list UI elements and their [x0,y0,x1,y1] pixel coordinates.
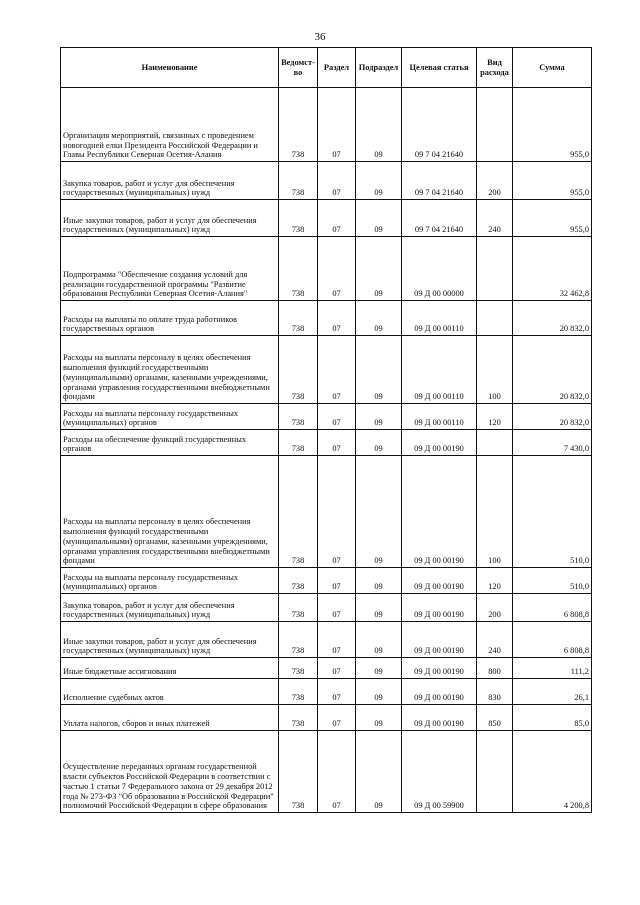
cell-section: 07 [318,404,356,430]
cell-name: Исполнение судебных актов [61,679,279,705]
cell-section: 07 [318,568,356,594]
cell-target: 09 Д 00 59900 [402,731,477,813]
cell-section: 07 [318,88,356,162]
cell-target: 09 Д 00 00110 [402,301,477,336]
table-row [61,430,592,456]
cell-section: 07 [318,658,356,679]
cell-name: Расходы на выплаты по оплате труда работников государственных органов [61,301,279,336]
cell-target: 09 7 04 21640 [402,88,477,162]
cell-name: Расходы на выплаты персоналу в целях обеспечения выполнения функций государственными (муниципальными) органами, казенными учреждениями, органами управления государственными внебюджетными фондами [61,456,279,568]
cell-sum: 20 832,0 [513,404,592,430]
table-row [61,568,592,594]
cell-name: Расходы на обеспечение функций государственных органов [61,430,279,456]
cell-exp-type: 120 [477,404,513,430]
cell-target: 09 7 04 21640 [402,200,477,237]
cell-subsection: 09 [356,237,402,301]
table-row [61,336,592,404]
cell-subsection: 09 [356,679,402,705]
cell-name: Подпрограмма "Обеспечение создания условий для реализации государственной программы "Развитие образования Республики Северная Осетия-Алания" [61,237,279,301]
cell-target: 09 Д 00 00190 [402,456,477,568]
cell-sum: 6 808,8 [513,622,592,658]
cell-exp-type [477,301,513,336]
table-row [61,622,592,658]
cell-subsection: 09 [356,568,402,594]
table-row [61,200,592,237]
cell-subsection: 09 [356,162,402,200]
cell-target: 09 Д 00 00000 [402,237,477,301]
cell-exp-type: 830 [477,679,513,705]
cell-sum: 955,0 [513,200,592,237]
cell-exp-type: 100 [477,456,513,568]
cell-dept: 738 [279,88,318,162]
cell-sum: 510,0 [513,568,592,594]
cell-exp-type: 200 [477,594,513,622]
cell-exp-type: 200 [477,162,513,200]
cell-section: 07 [318,430,356,456]
header-row [61,48,592,88]
cell-target: 09 Д 00 00190 [402,679,477,705]
cell-sum: 7 430,0 [513,430,592,456]
cell-section: 07 [318,162,356,200]
cell-dept: 738 [279,731,318,813]
cell-dept: 738 [279,705,318,731]
cell-dept: 738 [279,404,318,430]
cell-target: 09 Д 00 00190 [402,568,477,594]
cell-dept: 738 [279,336,318,404]
cell-name: Закупка товаров, работ и услуг для обеспечения государственных (муниципальных) нужд [61,594,279,622]
cell-exp-type [477,430,513,456]
cell-name: Иные закупки товаров, работ и услуг для обеспечения государственных (муниципальных) нужд [61,200,279,237]
cell-section: 07 [318,594,356,622]
cell-exp-type [477,731,513,813]
cell-dept: 738 [279,301,318,336]
cell-name: Уплата налогов, сборов и иных платежей [61,705,279,731]
cell-section: 07 [318,456,356,568]
table-row [61,679,592,705]
cell-exp-type: 240 [477,622,513,658]
header-dept: Ведомст-во [279,48,318,88]
header-subsection: Подраздел [356,48,402,88]
table-row [61,705,592,731]
cell-target: 09 Д 00 00190 [402,430,477,456]
cell-dept: 738 [279,658,318,679]
cell-section: 07 [318,301,356,336]
header-sum: Сумма [513,48,592,88]
cell-subsection: 09 [356,622,402,658]
cell-dept: 738 [279,456,318,568]
cell-sum: 4 200,8 [513,731,592,813]
cell-section: 07 [318,731,356,813]
table-row [61,301,592,336]
table-row [61,162,592,200]
cell-name: Расходы на выплаты персоналу государственных (муниципальных) органов [61,404,279,430]
cell-subsection: 09 [356,301,402,336]
cell-subsection: 09 [356,430,402,456]
table-row [61,88,592,162]
cell-dept: 738 [279,237,318,301]
cell-section: 07 [318,622,356,658]
cell-target: 09 Д 00 00110 [402,336,477,404]
cell-exp-type: 240 [477,200,513,237]
table-row [61,237,592,301]
table-row [61,594,592,622]
cell-sum: 85,0 [513,705,592,731]
cell-exp-type: 100 [477,336,513,404]
cell-dept: 738 [279,594,318,622]
cell-target: 09 Д 00 00190 [402,705,477,731]
page-number: 36 [314,31,326,43]
cell-name: Иные закупки товаров, работ и услуг для обеспечения государственных (муниципальных) нужд [61,622,279,658]
cell-section: 07 [318,679,356,705]
cell-subsection: 09 [356,731,402,813]
cell-dept: 738 [279,568,318,594]
cell-name: Осуществление переданных органам государственной власти субъектов Российской Федерации в соответствии с частью 1 статьи 7 Федерального закона от 29 декабря 2012 года № 273-ФЗ "Об образовании в Российской Федерации" полномочий Российской Федерации в сфере образования [61,731,279,813]
cell-sum: 955,0 [513,88,592,162]
table-row [61,404,592,430]
cell-sum: 955,0 [513,162,592,200]
cell-target: 09 Д 00 00190 [402,622,477,658]
budget-table [60,47,592,813]
cell-subsection: 09 [356,88,402,162]
cell-sum: 20 832,0 [513,336,592,404]
cell-subsection: 09 [356,456,402,568]
header-section: Раздел [318,48,356,88]
cell-target: 09 Д 00 00190 [402,594,477,622]
cell-dept: 738 [279,162,318,200]
cell-dept: 738 [279,200,318,237]
cell-sum: 26,1 [513,679,592,705]
cell-subsection: 09 [356,594,402,622]
cell-dept: 738 [279,430,318,456]
header-name: Наименование [61,48,279,88]
cell-dept: 738 [279,622,318,658]
cell-exp-type: 800 [477,658,513,679]
cell-name: Организация мероприятий, связанных с проведением новогодней елки Президента Российской Федерации и Главы Республики Северная Осетия-Алания [61,88,279,162]
table-row [61,731,592,813]
cell-section: 07 [318,200,356,237]
cell-section: 07 [318,705,356,731]
cell-section: 07 [318,237,356,301]
cell-exp-type [477,88,513,162]
cell-name: Закупка товаров, работ и услуг для обеспечения государственных (муниципальных) нужд [61,162,279,200]
cell-name: Иные бюджетные ассигнования [61,658,279,679]
cell-exp-type: 850 [477,705,513,731]
header-exp-type: Вид расхода [477,48,513,88]
cell-subsection: 09 [356,658,402,679]
cell-sum: 510,0 [513,456,592,568]
cell-sum: 32 462,8 [513,237,592,301]
cell-target: 09 Д 00 00190 [402,658,477,679]
cell-exp-type: 120 [477,568,513,594]
cell-section: 07 [318,336,356,404]
cell-sum: 111,2 [513,658,592,679]
cell-name: Расходы на выплаты персоналу государственных (муниципальных) органов [61,568,279,594]
cell-target: 09 7 04 21640 [402,162,477,200]
cell-name: Расходы на выплаты персоналу в целях обеспечения выполнения функций государственными (муниципальными) органами, казенными учреждениями, органами управления государственными внебюджетными фондами [61,336,279,404]
cell-subsection: 09 [356,705,402,731]
cell-subsection: 09 [356,200,402,237]
table-row [61,456,592,568]
header-target: Целевая статья [402,48,477,88]
cell-subsection: 09 [356,336,402,404]
cell-sum: 20 832,0 [513,301,592,336]
cell-subsection: 09 [356,404,402,430]
cell-target: 09 Д 00 00110 [402,404,477,430]
cell-exp-type [477,237,513,301]
cell-sum: 6 808,8 [513,594,592,622]
table-row [61,658,592,679]
cell-dept: 738 [279,679,318,705]
